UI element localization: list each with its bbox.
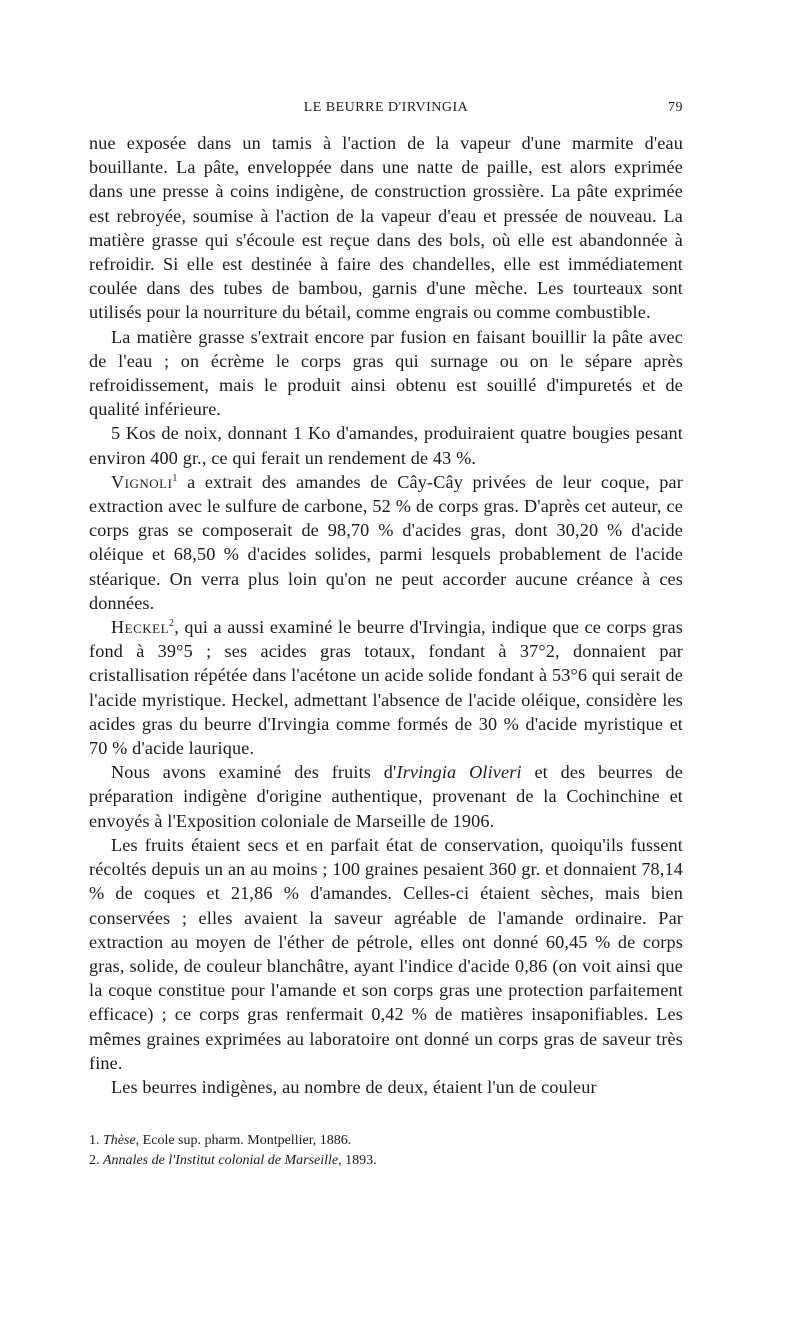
- paragraph: nue exposée dans un tamis à l'action de la vapeur d'une marmite d'eau bouillante. La pâte, enveloppée dans une natte de paille, est alors exprimée dans une presse à coins indigène, de construction grossière. La pâte exprimée est rebroyée, soumise à l'action de la vapeur d'eau et pressée de nouveau. La matière grasse qui s'écoule est reçue dans des bols, où elle est abandonnée à refroidir. Si elle est destinée à faire des chandelles, elle est immédiatement coulée dans des tubes de bambou, garnis d'une mèche. Les tourteaux sont utilisés pour la nourriture du bétail, comme engrais ou comme combustible.: [89, 133, 683, 323]
- footnotes: [89, 1131, 683, 1171]
- paragraph: Les fruits étaient secs et en parfait état de conservation, quoiqu'ils fussent récoltés depuis un an au moins ; 100 graines pesaient 360 gr. et donnaient 78,14 % de coques et 21,86 % d'amandes. Celles-ci étaient sèches, mais bien conservées ; elles avaient la saveur agréable de l'amande ordinaire. Par extraction au moyen de l'éther de pétrole, elles ont donné 60,45 % de corps gras, solide, de couleur blanchâtre, ayant l'indice d'acide 0,86 (on voit ainsi que la coque constitue pour l'amande et son corps gras une protection parfaitement efficace) ; ce corps gras renfermait 0,42 % de matières insaponifiables. Les mêmes graines exprimées au laboratoire ont donné un corps gras de saveur très fine.: [89, 834, 683, 1073]
- body-text: [89, 131, 683, 1099]
- footnote: [89, 1131, 683, 1151]
- footnote-text: , 1893.: [338, 1153, 377, 1168]
- footnote-number: 1.: [89, 1133, 100, 1148]
- paragraph: Les beurres indigènes, au nombre de deux, étaient l'un de couleur: [111, 1076, 597, 1097]
- paragraph: [89, 615, 683, 760]
- footnote: [89, 1151, 683, 1171]
- footnote-ref: 1: [172, 472, 178, 484]
- footnote-text: , Ecole sup. pharm. Montpellier, 1886.: [135, 1133, 352, 1148]
- author-name: Heckel: [111, 617, 170, 638]
- running-header: [89, 100, 683, 122]
- paragraph-text: a extrait des amandes de Cây-Cây privées de leur coque, par extraction avec le sulfure de carbone, 52 % de corps gras. D'après cet auteur, ce corps gras se composerait de 98,70 % d'acides gras, dont 30,20 % d'acide oléique et 68,50 % d'acides solides, parmi lesquels probablement de l'acide stéarique. On verra plus loin qu'on ne peut accorder aucune créance à ces données.: [89, 471, 683, 613]
- paragraph: La matière grasse s'extrait encore par fusion en faisant bouillir la pâte avec de l'eau ; on écrème le corps gras qui surnage ou on le sépare après refroidissement, mais le produit ainsi obtenu est souillé d'impuretés et de qualité inférieure.: [89, 326, 683, 420]
- paragraph: [89, 760, 683, 833]
- running-title: LE BEURRE D'IRVINGIA: [303, 100, 469, 115]
- paragraph: 5 Kos de noix, donnant 1 Ko d'amandes, produiraient quatre bougies pesant environ 400 gr., ce qui ferait un rendement de 43 %.: [89, 423, 683, 468]
- footnote-ref: 2: [169, 618, 175, 630]
- paragraph-text: , qui a aussi examiné le beurre d'Irvingia, indique que ce corps gras fond à 39°5 ; ses acides gras totaux, fondant à 37°2, donnaient par cristallisation répétée dans l'acétone un acide solide fondant à 53°6 qui serait de l'acide myristique. Heckel, admettant l'absence de l'acide oléique, considère les acides gras du beurre d'Irvingia comme formés de 30 % d'acide myristique et 70 % d'acide laurique.: [89, 617, 683, 759]
- footnote-number: 2.: [89, 1153, 100, 1168]
- footnote-title: Thèse: [103, 1133, 136, 1148]
- author-name: Vignoli: [111, 471, 173, 492]
- paragraph-text: Nous avons examiné des fruits d': [111, 762, 397, 783]
- footnote-title: Annales de l'Institut colonial de Marseille: [103, 1153, 339, 1168]
- paragraph-text: et des beurres de préparation indigène d'origine authentique, provenant de la Cochinchine et envoyés à l'Exposition coloniale de Marseille de 1906.: [89, 762, 684, 831]
- page-number: 79: [668, 100, 683, 115]
- paragraph: [89, 470, 683, 615]
- species-name: Irvingia Oliveri: [396, 762, 522, 783]
